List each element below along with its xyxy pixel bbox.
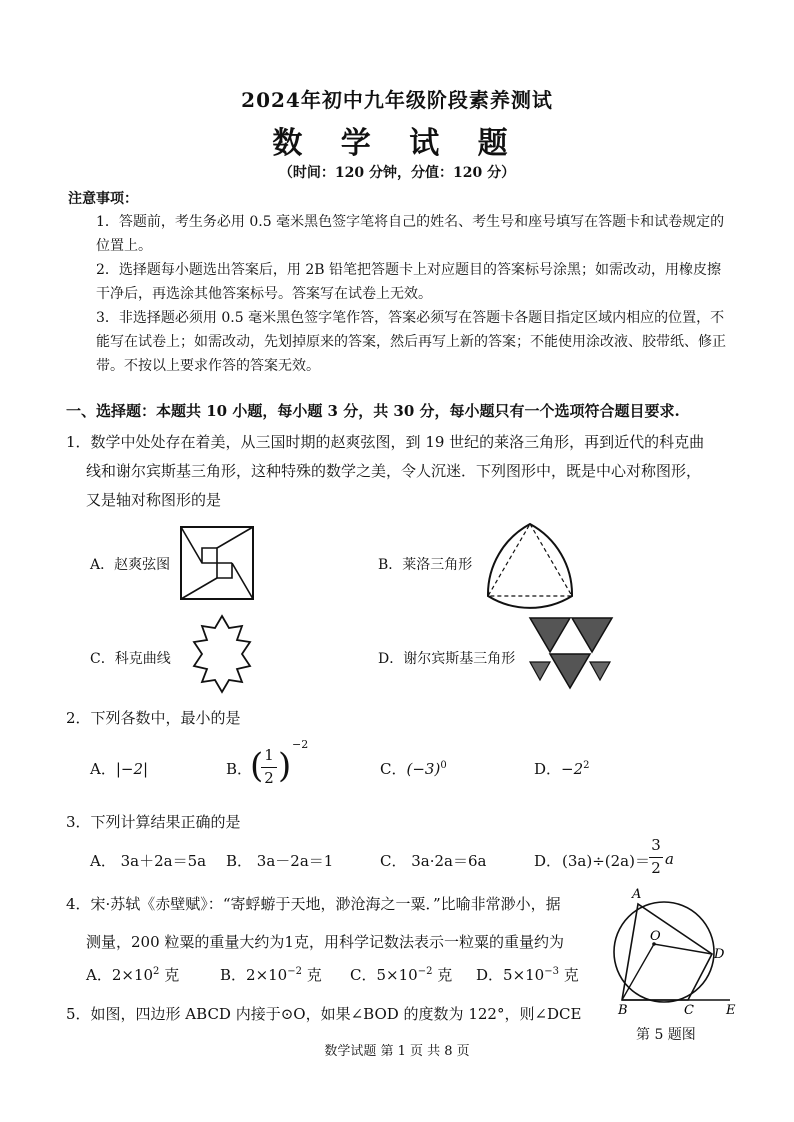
q4-b-base: 2×10 (246, 966, 288, 984)
q4-b-unit: 克 (301, 966, 322, 984)
q4-a-label: A． (86, 966, 112, 984)
q4-b-exp: −2 (287, 966, 302, 977)
label-b: B (618, 1003, 628, 1018)
q3-d-num: 3 (651, 836, 661, 854)
q4-c-unit: 克 (432, 966, 453, 984)
q2-option-a (90, 758, 148, 779)
q3-option-a: A． 3a＋2a＝5a (90, 852, 207, 870)
q4-c-label: C． (350, 966, 377, 984)
q1-option-c: C．科克曲线 (90, 651, 171, 667)
q3-d-tail: a (665, 850, 674, 868)
q4-option-a (86, 964, 179, 985)
label-c: C (684, 1003, 694, 1018)
q4-c-base: 5×10 (376, 966, 418, 984)
q1-option-a: A．赵爽弦图 (90, 557, 171, 573)
q4-option-c (350, 964, 452, 985)
q3-option-d (534, 836, 674, 882)
q4-a-unit: 克 (159, 966, 180, 984)
q1-line3: 又是轴对称图形的是 (86, 491, 222, 509)
q4-d-label: D． (476, 966, 504, 984)
label-o: O (650, 929, 661, 944)
fraction-bar (261, 767, 277, 768)
q3-d-den: 2 (651, 859, 661, 877)
q1-option-d: D．谢尔宾斯基三角形 (378, 651, 516, 667)
q2-d-label: D． (534, 760, 562, 778)
q4-option-b (220, 964, 322, 985)
label-a: A (632, 887, 642, 902)
q2-c-exp: 0 (440, 760, 447, 771)
q4-line2: 测量，200 粒粟的重量大约为1克，用科学记数法表示一粒粟的重量约为 (86, 933, 564, 951)
q2-a-expr: |−2| (115, 760, 149, 778)
subject-title: 数 学 试 题 (272, 126, 522, 161)
q5-circle-figure (600, 882, 740, 1018)
q2-option-c (380, 758, 447, 779)
q3-d-expr: (3a)÷(2a)＝ (562, 852, 650, 870)
q2-d-exp: 2 (583, 760, 590, 771)
fraction-bar (649, 857, 663, 858)
notes-heading: 注意事项： (68, 191, 138, 207)
label-d: D (714, 947, 725, 962)
exam-title: 2024年初中九年级阶段素养测试 (241, 88, 553, 112)
q3-option-c: C． 3a·2a＝6a (380, 852, 487, 870)
q1-line2: 线和谢尔宾斯基三角形，这种特殊的数学之美，令人沉迷．下列图形中，既是中心对称图形， (86, 462, 702, 480)
q2-b-den: 2 (264, 769, 274, 787)
q3-option-b: B． 3a－2a＝1 (226, 852, 334, 870)
q4-option-d (476, 964, 579, 985)
note-item: 1．答题前，考生务必用 0.5 毫米黑色签字笔将自己的姓名、考生号和座号填写在答题卡和试卷规定的位置上。 (96, 214, 725, 254)
q3-d-label: D． (534, 852, 562, 870)
q2-c-expr: (−3) (406, 760, 441, 778)
q1-option-b: B．莱洛三角形 (378, 557, 473, 573)
note-item: 3．非选择题必须用 0.5 毫米黑色签字笔作答，答案必须写在答题卡各题目指定区域内相应的位置，不能写在试卷上；如需改动，先划掉原来的答案，然后再写上新的答案；不能使用涂改液、胶带纸、修正带。不按以上要求作答的答案无效。 (96, 310, 726, 374)
q2-c-label: C． (380, 760, 407, 778)
section-heading: 一、选择题：本题共 10 小题，每小题 3 分，共 30 分，每小题只有一个选项符合题目要求. (66, 402, 680, 420)
left-paren: ( (250, 746, 264, 786)
q5-caption: 第 5 题图 (636, 1027, 696, 1043)
q4-d-exp: −3 (544, 966, 559, 977)
q4-d-base: 5×10 (503, 966, 545, 984)
q2-b-num: 1 (264, 746, 274, 764)
q5-line1: 5．如图，四边形 ABCD 内接于⊙O，如果∠BOD 的度数为 122°，则∠DCE (66, 1005, 582, 1023)
q4-line1: 4．宋·苏轼《赤壁赋》：“寄蜉蝣于天地，渺沧海之一粟．”比喻非常渺小，据 (66, 895, 561, 913)
right-paren: ) (278, 746, 292, 786)
q4-c-exp: −2 (417, 966, 433, 977)
q2-a-label: A． (90, 760, 116, 778)
q4-a-base: 2×10 (111, 966, 154, 984)
label-e: E (726, 1003, 736, 1018)
reuleaux-figure (484, 520, 576, 602)
q2-b-label: B． (226, 760, 253, 778)
q2-d-expr: −2 (561, 760, 584, 778)
koch-figure (180, 614, 264, 696)
q4-a-exp: 2 (153, 966, 160, 977)
q1-line1: 1．数学中处处存在着美，从三国时期的赵爽弦图，到 19 世纪的莱洛三角形，再到近代的科克曲 (66, 433, 705, 451)
q4-d-unit: 克 (558, 966, 579, 984)
sierpinski-figure (528, 614, 618, 696)
q2-stem: 2．下列各数中，最小的是 (66, 709, 241, 727)
q4-b-label: B． (220, 966, 247, 984)
q3-stem: 3．下列计算结果正确的是 (66, 813, 241, 831)
note-item: 2．选择题每小题选出答案后，用 2B 铅笔把答题卡上对应题目的答案标号涂黑；如需改动，用橡皮擦干净后，再选涂其他答案标号。答案写在试卷上无效。 (96, 262, 722, 302)
exam-info: （时间：120 分钟，分值：120 分） (278, 165, 516, 181)
zhaoshuang-figure (180, 526, 254, 600)
page-footer: 数学试题 第 1 页 共 8 页 (324, 1044, 470, 1059)
q2-b-exp: −2 (292, 738, 309, 751)
q2-option-d (534, 758, 590, 779)
